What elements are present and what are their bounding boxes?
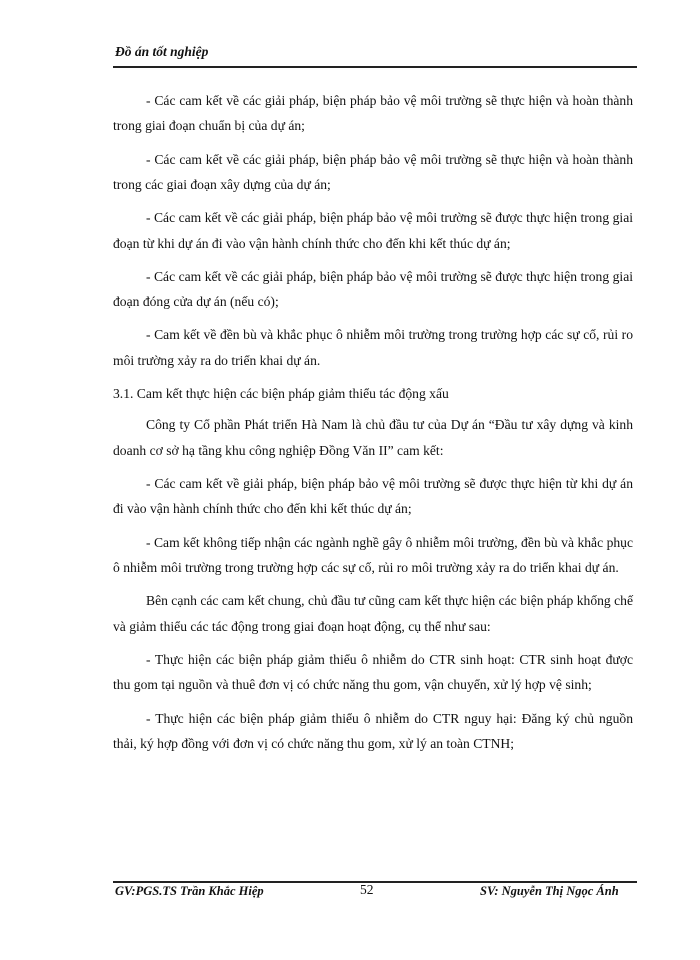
footer-supervisor: GV:PGS.TS Trần Khắc Hiệp	[115, 884, 264, 898]
paragraph-domestic-solid-waste: - Thực hiện các biện pháp giảm thiểu ô nhiễm do CTR sinh hoạt: CTR sinh hoạt được thu gom tại nguồn và thuê đơn vị có chức năng thu gom, vận chuyển, xử lý hợp vệ sinh;	[113, 651, 633, 693]
paragraph-commitment-no-polluting: - Cam kết không tiếp nhận các ngành nghề gây ô nhiễm môi trường, đền bù và khắc phục ô nhiễm môi trường trong trường hợp các sự cố, rủi ro môi trường xảy ra do triển khai dự án.	[113, 534, 633, 576]
header-divider	[113, 66, 637, 68]
paragraph-commitment-operation: - Các cam kết về các giải pháp, biện pháp bảo vệ môi trường sẽ được thực hiện trong giai đoạn từ khi dự án đi vào vận hành chính thức cho đến khi kết thúc dự án;	[113, 210, 633, 251]
paragraph-commitment-solutions: - Các cam kết về giải pháp, biện pháp bảo vệ môi trường sẽ được thực hiện từ khi dự án đi vào vận hành chính thức cho đến khi kết thúc dự án;	[113, 476, 633, 517]
paragraph-commitment-closure: - Các cam kết về các giải pháp, biện pháp bảo vệ môi trường sẽ được thực hiện trong giai đoạn đóng cửa dự án (nếu có);	[113, 268, 633, 310]
paragraph-commitment-preparation: - Các cam kết về các giải pháp, biện pháp bảo vệ môi trường sẽ thực hiện và hoàn thành trong giai đoạn chuẩn bị của dự án;	[113, 93, 633, 134]
paragraph-general-commitments: Bên cạnh các cam kết chung, chủ đầu tư cũng cam kết thực hiện các biện pháp khống chế và giảm thiểu các tác động trong giai đoạn hoạt động, cụ thể như sau:	[113, 593, 633, 634]
footer-student: SV: Nguyễn Thị Ngọc Ánh	[480, 884, 619, 898]
paragraph-commitment-construction: - Các cam kết về các giải pháp, biện pháp bảo vệ môi trường sẽ thực hiện và hoàn thành trong các giai đoạn xây dựng của dự án;	[113, 151, 633, 193]
paragraph-hazardous-waste: - Thực hiện các biện pháp giảm thiểu ô nhiễm do CTR nguy hại: Đăng ký chủ nguồn thải, ký hợp đồng với đơn vị có chức năng thu gom, xử lý an toàn CTNH;	[113, 710, 633, 751]
paragraph-investor-statement: Công ty Cổ phần Phát triển Hà Nam là chủ đầu tư của Dự án “Đầu tư xây dựng và kinh doanh cơ sở hạ tầng khu công nghiệp Đồng Văn II” cam kết:	[113, 417, 633, 458]
section-heading-3-1: 3.1. Cam kết thực hiện các biện pháp giảm thiểu tác động xấu	[113, 386, 449, 402]
body-text	[113, 88, 633, 764]
page-number: 52	[360, 882, 374, 897]
page-header-title: Đồ án tốt nghiệp	[115, 44, 209, 59]
paragraph-commitment-compensation: - Cam kết về đền bù và khắc phục ô nhiễm môi trường trong trường hợp các sự cố, rủi ro môi trường xảy ra do triển khai dự án.	[113, 327, 633, 368]
